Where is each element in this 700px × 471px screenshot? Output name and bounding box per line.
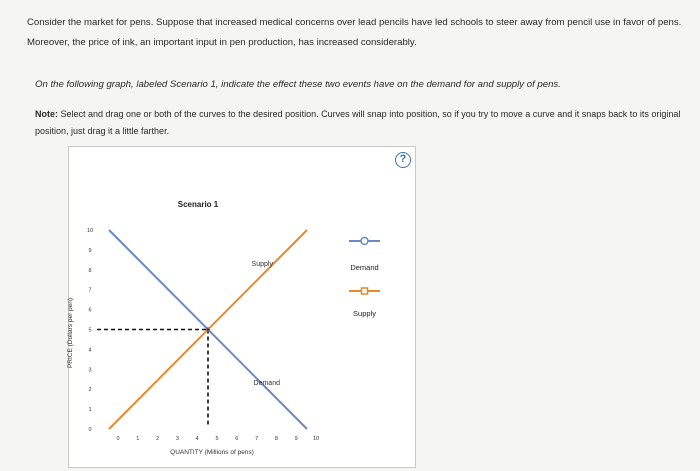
note-body: Select and drag one or both of the curves to the desired position. Curves will snap into position, so if you try to move a curve and it snaps back to its original position, just drag it a little farther.	[35, 109, 681, 136]
x-tick-label: 2	[156, 436, 160, 442]
y-tick-label: 3	[88, 367, 92, 374]
note-label: Note:	[35, 109, 58, 119]
help-icon[interactable]: ?	[395, 152, 411, 168]
supply-tool[interactable]	[349, 288, 380, 318]
y-axis-label: PRICE (Dollars per pen)	[67, 297, 74, 369]
y-tick-label: 1	[88, 407, 92, 414]
chart-title: Scenario 1	[177, 200, 219, 209]
scenario-prompt: On the following graph, labeled Scenario 1, indicate the effect these two events have on the demand for and supply of pens.	[35, 79, 561, 90]
x-axis-label: QUANTITY (Millions of pens)	[170, 449, 254, 456]
y-tick-label: 10	[86, 228, 94, 234]
y-tick-label: 4	[88, 347, 92, 354]
x-tick-group	[116, 436, 319, 442]
x-tick-label: 6	[235, 436, 239, 442]
supply-tool-square-icon	[362, 288, 368, 294]
x-tick-label: 8	[274, 436, 278, 442]
y-tick-label: 6	[88, 307, 92, 314]
y-tick-label: 9	[88, 247, 92, 254]
demand-curve-label: Demand	[253, 380, 281, 388]
y-tick-group	[87, 228, 93, 433]
x-tick-label: 9	[294, 436, 298, 442]
y-tick-label: 8	[88, 267, 92, 274]
supply-curve-label: Supply	[251, 260, 273, 268]
demand-tool-label: Demand	[350, 263, 379, 272]
y-tick-label: 0	[88, 427, 92, 433]
x-tick-label: 0	[116, 436, 120, 442]
y-tick-label: 2	[88, 387, 92, 394]
x-tick-label: 3	[175, 436, 179, 442]
x-tick-label: 7	[255, 436, 259, 442]
x-tick-label: 4	[195, 436, 199, 442]
problem-intro: Consider the market for pens. Suppose that increased medical concerns over lead pencils have led schools to steer away from pencil use in favor of pens. Moreover, the price of ink, an important input in pen production, has increased considerably.	[27, 17, 682, 48]
x-tick-label: 1	[136, 436, 140, 442]
equilibrium-marker: +	[205, 324, 211, 335]
demand-tool-circle-icon	[361, 238, 368, 245]
y-tick-label: 7	[88, 287, 92, 294]
supply-tool-label: Supply	[353, 309, 376, 318]
demand-tool[interactable]	[349, 238, 380, 273]
y-tick-label: 5	[88, 327, 92, 334]
x-tick-label: 5	[215, 436, 219, 442]
x-tick-label: 10	[312, 436, 320, 442]
